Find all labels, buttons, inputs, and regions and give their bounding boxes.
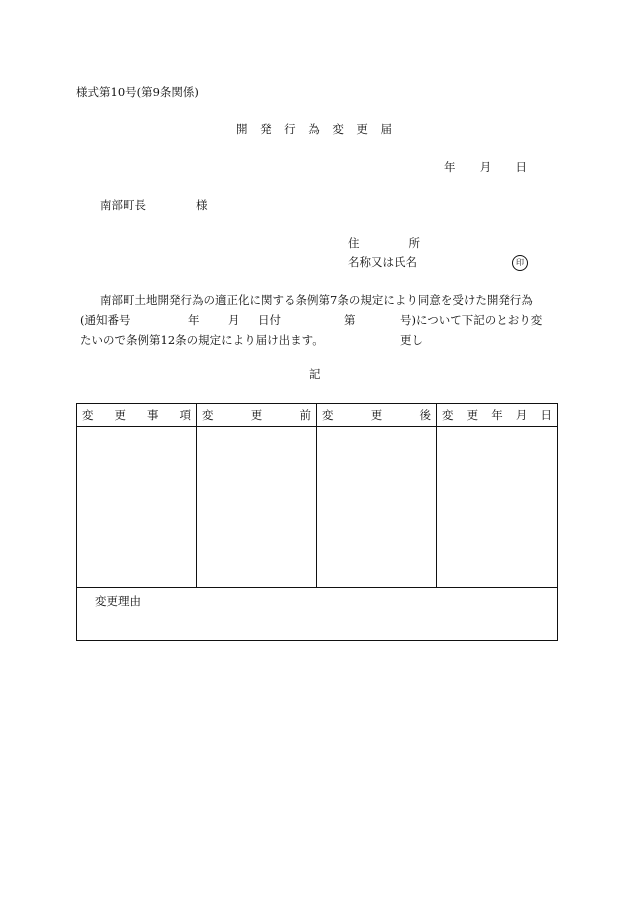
header-char: 変 <box>322 408 334 422</box>
line2-month: 月 <box>228 313 240 327</box>
addressee-name: 南部町長 <box>100 198 146 212</box>
cell-after-change[interactable] <box>317 427 437 588</box>
applicant-name-label: 名称又は氏名 <box>348 255 417 269</box>
header-char: 更 <box>114 408 126 422</box>
page-title <box>236 124 392 136</box>
header-char: 前 <box>299 408 311 422</box>
header-char: 後 <box>419 408 431 422</box>
addressee-honorific: 様 <box>196 198 208 212</box>
date-year: 年 <box>444 160 456 174</box>
cell-change-reason[interactable] <box>77 588 558 641</box>
body-paragraph <box>80 290 552 350</box>
title-char: 届 <box>380 122 392 136</box>
line2-day: 日付 <box>258 313 281 327</box>
body-line-1: 南部町土地開発行為の適正化に関する条例第7条の規定により同意を受けた開発行為 <box>100 293 533 307</box>
cell-before-change[interactable] <box>197 427 317 588</box>
title-char: 変 <box>332 122 344 136</box>
applicant-address-label <box>348 238 420 250</box>
header-after-change <box>317 404 437 427</box>
change-table <box>76 403 558 641</box>
header-before-change <box>197 404 317 427</box>
header-char: 年 <box>491 408 503 422</box>
header-char: 更 <box>466 408 479 422</box>
ki-marker: 記 <box>309 367 321 381</box>
header-change-item <box>77 404 197 427</box>
header-char: 日 <box>540 408 552 422</box>
header-char: 月 <box>515 408 528 422</box>
title-char: 為 <box>308 122 320 136</box>
reason-label: 変更理由 <box>95 594 141 608</box>
title-char: 開 <box>236 122 248 136</box>
table-reason-row <box>77 588 558 641</box>
date-line <box>444 162 527 174</box>
title-char: 発 <box>260 122 272 136</box>
header-change-date <box>437 404 558 427</box>
notice-number-label: (通知番号 <box>80 313 131 327</box>
header-char: 更 <box>370 408 383 422</box>
address-char: 所 <box>408 236 420 250</box>
header-char: 項 <box>179 408 191 422</box>
cell-change-item[interactable] <box>77 427 197 588</box>
body-line-3: たいので条例第12条の規定により届け出ます。 <box>80 333 324 347</box>
address-char: 住 <box>348 236 360 250</box>
header-char: 更 <box>250 408 263 422</box>
title-char: 行 <box>284 122 296 136</box>
cell-change-date[interactable] <box>437 427 558 588</box>
title-char: 更 <box>356 122 368 136</box>
header-char: 変 <box>82 408 94 422</box>
seal-mark: 印 <box>512 255 528 271</box>
header-char: 事 <box>147 408 159 422</box>
table-body-row <box>77 427 558 588</box>
line2-tail: 号)について下記のとおり変更し <box>400 313 543 347</box>
table-header-row <box>77 404 558 427</box>
header-char: 変 <box>442 408 454 422</box>
form-number: 様式第10号(第9条関係) <box>76 85 199 99</box>
line2-year: 年 <box>188 313 200 327</box>
line2-number-prefix: 第 <box>344 313 356 327</box>
header-char: 変 <box>202 408 214 422</box>
date-month: 月 <box>479 160 492 174</box>
date-day: 日 <box>515 160 527 174</box>
